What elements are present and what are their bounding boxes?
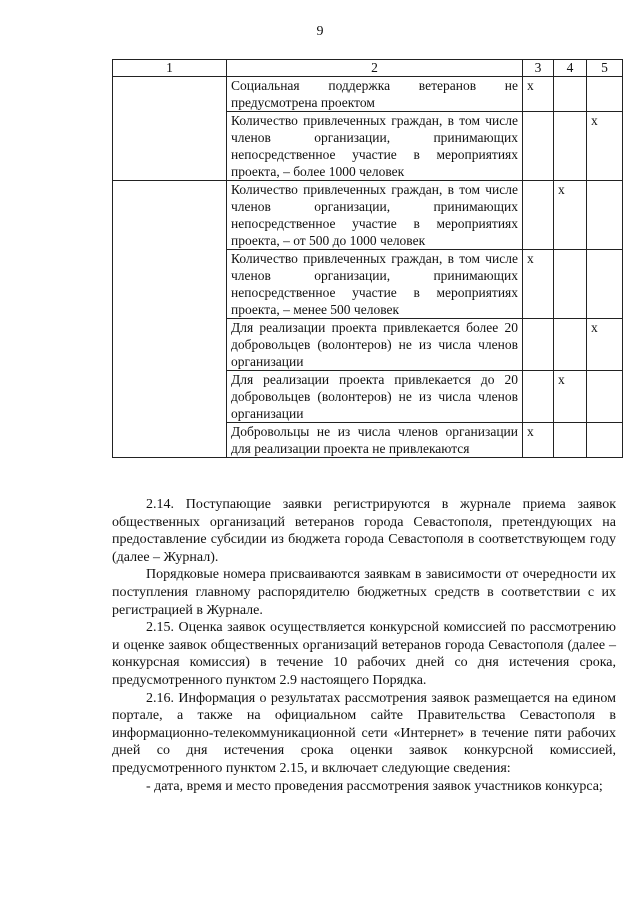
- paragraph-2-15: 2.15. Оценка заявок осуществляется конкурсной комиссией по рассмотрению и оценке заявок общественных организаций ветеранов города Севастополя (далее – конкурсная комиссия) в течение 10 рабочих дней со дня истечения срока, предусмотренного пунктом 2.9 настоящего Порядка.: [112, 620, 616, 688]
- column-header-5: 5: [587, 60, 623, 77]
- score-cell-4: [554, 250, 587, 319]
- score-cell-5: [587, 250, 623, 319]
- paragraph-numbering: Порядковые номера присваиваются заявкам в зависимости от очередности их поступления главному распорядителю бюджетных средств в соответствии с их регистрацией в Журнале.: [112, 567, 616, 618]
- criterion-text: Количество привлеченных граждан, в том числе членов организации, принимающих непосредственное участие в мероприятиях проекта, – от 500 до 1000 человек: [227, 181, 523, 250]
- paragraph-2-14: 2.14. Поступающие заявки регистрируются в журнале приема заявок общественных организаций ветеранов города Севастополя, претендующих на предоставление субсидии из бюджета города Севастополя в соответствующем году (далее – Журнал).: [112, 497, 616, 565]
- column-header-4: 4: [554, 60, 587, 77]
- score-cell-4: [554, 423, 587, 458]
- column-header-3: 3: [523, 60, 554, 77]
- group-cell: [113, 77, 227, 181]
- score-cell-4: [554, 319, 587, 371]
- score-cell-3: [523, 181, 554, 250]
- score-cell-4: х: [554, 181, 587, 250]
- score-cell-4: [554, 77, 587, 112]
- table-header-row: [113, 60, 623, 77]
- score-cell-3: х: [523, 77, 554, 112]
- page-number: 9: [316, 24, 324, 39]
- list-item: - дата, время и место проведения рассмотрения заявок участников конкурса;: [146, 778, 603, 794]
- criteria-table: [112, 59, 623, 458]
- criterion-text: Для реализации проекта привлекается до 20 добровольцев (волонтеров) не из числа членов организации: [227, 371, 523, 423]
- score-cell-4: [554, 112, 587, 181]
- score-cell-3: х: [523, 423, 554, 458]
- criterion-text: Количество привлеченных граждан, в том числе членов организации, принимающих непосредственное участие в мероприятиях проекта, – менее 500 человек: [227, 250, 523, 319]
- score-cell-5: [587, 77, 623, 112]
- score-cell-5: [587, 423, 623, 458]
- table-row: [113, 181, 623, 250]
- score-cell-5: х: [587, 319, 623, 371]
- body-text: [112, 496, 616, 795]
- paragraph-2-16: 2.16. Информация о результатах рассмотрения заявок размещается на едином портале, а также на официальном сайте Правительства Севастополя в информационно-телекоммуникационной сети «Интернет» в течение пяти рабочих дней со дня истечения срока оценки заявок конкурсной комиссией, предусмотренного пунктом 2.15, и включает следующие сведения:: [112, 690, 616, 776]
- table-row: [113, 77, 623, 112]
- score-cell-3: [523, 371, 554, 423]
- column-header-2: 2: [227, 60, 523, 77]
- score-cell-3: [523, 112, 554, 181]
- score-cell-5: х: [587, 112, 623, 181]
- criterion-text: Для реализации проекта привлекается более 20 добровольцев (волонтеров) не из числа членов организации: [227, 319, 523, 371]
- group-cell: [113, 181, 227, 458]
- score-cell-4: х: [554, 371, 587, 423]
- criterion-text: Социальная поддержка ветеранов не предусмотрена проектом: [227, 77, 523, 112]
- score-cell-5: [587, 371, 623, 423]
- criterion-text: Количество привлеченных граждан, в том числе членов организации, принимающих непосредственное участие в мероприятиях проекта, – более 1000 человек: [227, 112, 523, 181]
- score-cell-3: [523, 319, 554, 371]
- score-cell-3: х: [523, 250, 554, 319]
- criterion-text: Добровольцы не из числа членов организации для реализации проекта не привлекаются: [227, 423, 523, 458]
- score-cell-5: [587, 181, 623, 250]
- column-header-1: 1: [113, 60, 227, 77]
